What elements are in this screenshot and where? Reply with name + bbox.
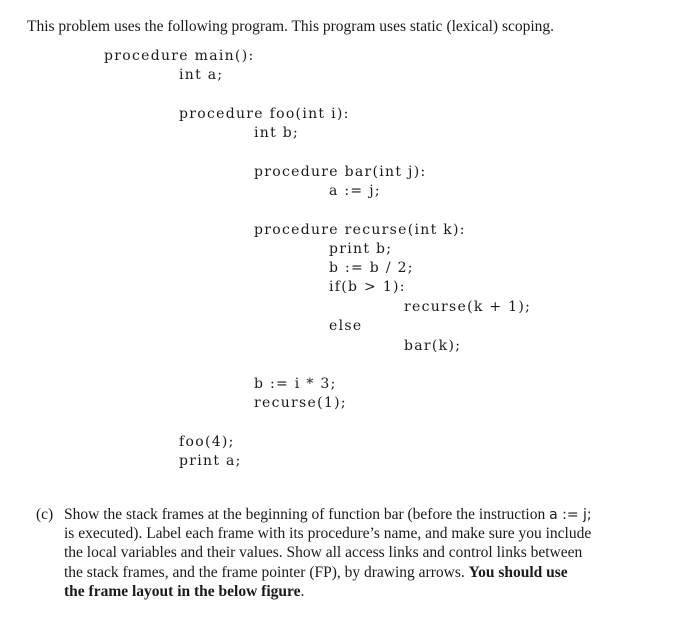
code-line: procedure recurse(int k):	[254, 222, 466, 238]
code-line: print b;	[329, 241, 393, 257]
code-line: foo(4);	[179, 434, 235, 450]
question-line: is executed). Label each frame with its procedure’s name, and make sure you include	[64, 525, 592, 543]
code-line: procedure main():	[104, 48, 255, 64]
question-line	[36, 582, 656, 601]
emphasis-text: You should use	[468, 563, 568, 581]
emphasis-text: the frame layout in the below figure	[64, 582, 301, 600]
question-line: the local variables and their values. Show all access links and control links between	[64, 544, 583, 562]
code-line: int a;	[179, 67, 224, 83]
question-text: the stack frames, and the frame pointer (FP), by drawing arrows.	[64, 563, 469, 581]
code-line: procedure bar(int j):	[254, 164, 427, 180]
question-line	[36, 563, 656, 582]
code-line: recurse(k + 1);	[404, 299, 532, 315]
code-line: else	[329, 318, 363, 334]
code-line: bar(k);	[404, 338, 462, 354]
code-line: b := b / 2;	[329, 260, 414, 276]
question-text: .	[300, 582, 305, 600]
code-line: b := i * 3;	[254, 376, 337, 392]
question-c	[36, 505, 656, 601]
question-text: Show the stack frames at the beginning of function bar (before the instruction	[64, 506, 550, 523]
question-label: (c)	[36, 506, 54, 523]
intro-text: This problem uses the following program. This program uses static (lexical) scoping.	[27, 18, 555, 35]
inline-code: a := j;	[549, 507, 592, 523]
question-line	[36, 505, 656, 524]
code-line: a := j;	[329, 183, 381, 199]
code-line: recurse(1);	[254, 395, 347, 411]
code-line: if(b > 1):	[329, 279, 406, 295]
code-line: print a;	[179, 453, 242, 469]
code-line: int b;	[254, 125, 300, 141]
code-line: procedure foo(int i):	[179, 106, 350, 122]
